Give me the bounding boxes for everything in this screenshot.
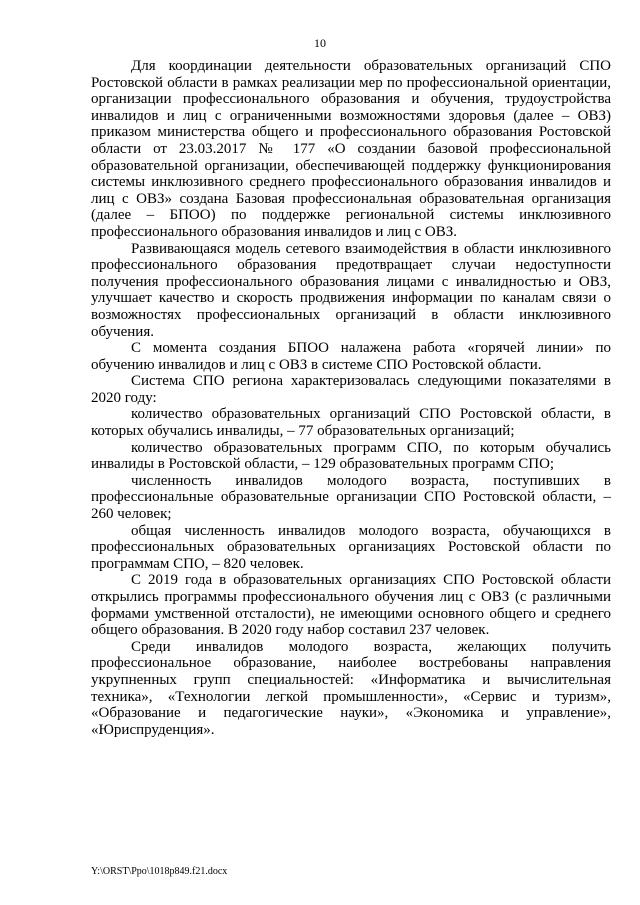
paragraph-popular-specialties: Среди инвалидов молодого возраста, желающих получить профессиональное образование, наиболее востребованы направления укрупненных групп специальностей: «Информатика и вычислительная техника», «Технологии легкой промышленности», «Сервис и туризм», «Образование и педагогические науки», «Экономика и управление», «Юриспруденция». — [91, 638, 611, 738]
paragraph-network-model: Развивающаяся модель сетевого взаимодействия в области инклюзивного профессионального образования предотвращает случаи недоступности получения профессионального образования лицами с инвалидностью и ОВЗ, улучшает качество и скорость продвижения информации по каналам связи о возможностях профессиональных организаций в области инклюзивного обучения. — [91, 240, 611, 340]
paragraph-indicators-intro: Система СПО региона характеризовалась следующими показателями в 2020 году: — [91, 373, 611, 406]
page-number: 10 — [314, 36, 326, 50]
paragraph-programs-count: количество образовательных программ СПО, по которым обучались инвалиды в Ростовской области, – 129 образовательных программ СПО; — [91, 439, 611, 473]
footer-file-path: Y:\ORST\Ppo\1018p849.f21.docx — [91, 866, 228, 877]
paragraph-hotline: С момента создания БПОО налажена работа «горячей линии» по обучению инвалидов и лиц с ОВЗ в системе СПО Ростовской области. — [91, 340, 611, 373]
paragraph-organizations-count: количество образовательных организаций СПО Ростовской области, в которых обучались инвалиды, – 77 образовательных организаций; — [91, 406, 611, 440]
document-body — [91, 58, 611, 738]
paragraph-students-count: общая численность инвалидов молодого возраста, обучающихся в профессиональных образовательных организациях Ростовской области по программам СПО, – 820 человек. — [91, 522, 611, 572]
paragraph-bpoo-creation: Для координации деятельности образовательных организаций СПО Ростовской области в рамках реализации мер по профессиональной ориентации, организации профессионального образования и обучения, трудоустройства инвалидов и лиц с ограниченными возможностями здоровья (далее – ОВЗ) приказом министерства общего и профессионального образования Ростовской области от 23.03.2017 № 177 «О создании базовой профессиональной образовательной организации, обеспечивающей поддержку функционирования системы инклюзивного среднего профессионального образования инвалидов и лиц с ОВЗ» создана Базовая профессиональная образовательная организация (далее – БПОО) по поддержке региональной системы инклюзивного профессионального образования инвалидов и лиц с ОВЗ. — [91, 58, 611, 240]
paragraph-admitted-count: численность инвалидов молодого возраста, поступивших в профессиональные образовательные организации СПО Ростовской области, – 260 человек; — [91, 472, 611, 523]
paragraph-vocational-training: С 2019 года в образовательных организациях СПО Ростовской области открылись программы профессионального обучения лиц с ОВЗ (с различными формами умственной отсталости), не имеющими основного общего и среднего общего образования. В 2020 году набор составил 237 человек. — [91, 572, 611, 639]
